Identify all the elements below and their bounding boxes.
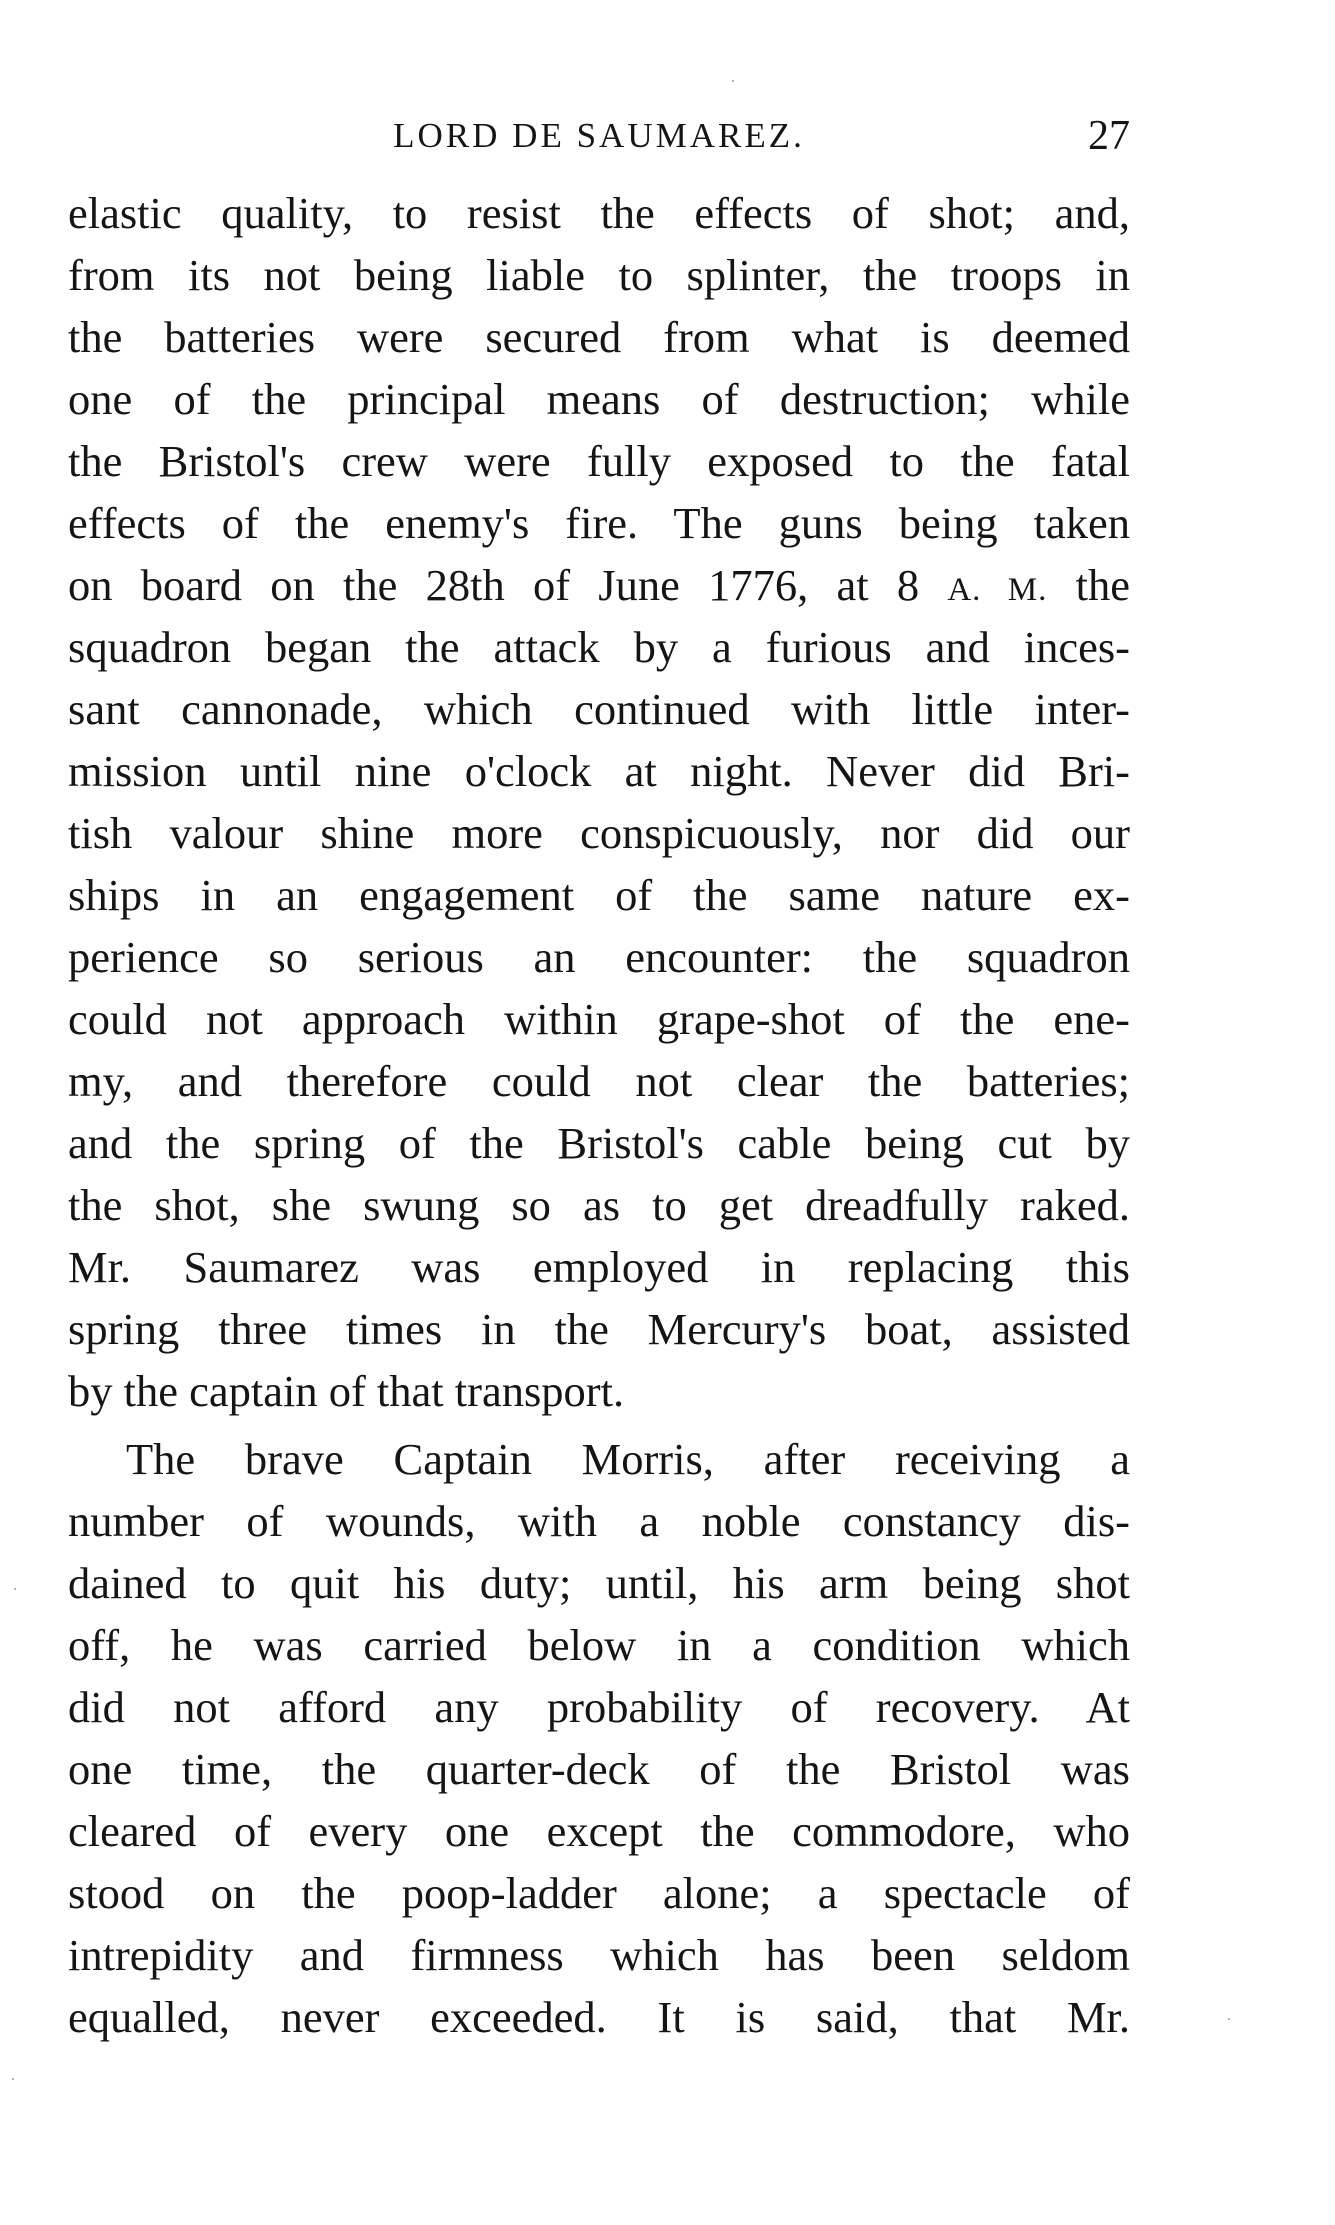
- paper-speck: [14, 1588, 16, 1590]
- text-line: number of wounds, with a noble constancy dis-: [68, 1496, 1130, 1546]
- paragraph-2: [68, 1428, 1130, 2048]
- text-line: squadron began the attack by a furious and inces-: [68, 622, 1130, 672]
- text-line: ships in an engagement of the same nature ex-: [68, 870, 1130, 920]
- text-line: Mr. Saumarez was employed in replacing this: [68, 1242, 1130, 1292]
- text-line: did not afford any probability of recovery. At: [68, 1682, 1130, 1732]
- paragraph-1: [68, 182, 1130, 1422]
- text-line-start: on board on the 28th of June 1776, at 8: [68, 560, 920, 610]
- text-line: spring three times in the Mercury's boat, assisted: [68, 1304, 1130, 1354]
- body-text: [68, 182, 1130, 2048]
- text-line: sant cannonade, which continued with little inter-: [68, 684, 1130, 734]
- text-line: intrepidity and firmness which has been seldom: [68, 1930, 1130, 1980]
- text-line-end: the: [1075, 560, 1131, 610]
- text-line: cleared of every one except the commodore, who: [68, 1806, 1130, 1856]
- running-title: LORD DE SAUMAREZ.: [393, 116, 805, 155]
- text-line: stood on the poop-ladder alone; a spectacle of: [68, 1868, 1130, 1918]
- text-line: equalled, never exceeded. It is said, that Mr.: [68, 1992, 1130, 2042]
- text-line: effects of the enemy's fire. The guns being taken: [68, 498, 1130, 548]
- text-line: one of the principal means of destruction; while: [68, 374, 1130, 424]
- text-line: [68, 554, 1130, 616]
- text-line: and the spring of the Bristol's cable being cut by: [68, 1118, 1130, 1168]
- paper-speck: [1228, 2018, 1230, 2020]
- text-line: from its not being liable to splinter, the troops in: [68, 250, 1130, 300]
- text-line: the shot, she swung so as to get dreadfully raked.: [68, 1180, 1130, 1230]
- time-abbreviation: A. M.: [947, 572, 1048, 608]
- paper-speck: [732, 80, 734, 82]
- text-line: dained to quit his duty; until, his arm being shot: [68, 1558, 1130, 1608]
- text-line: off, he was carried below in a condition which: [68, 1620, 1130, 1670]
- text-line: could not approach within grape-shot of the ene-: [68, 994, 1130, 1044]
- text-line: the Bristol's crew were fully exposed to the fatal: [68, 436, 1130, 486]
- running-head: [68, 110, 1130, 162]
- paper-speck: [12, 2078, 14, 2080]
- text-line: my, and therefore could not clear the batteries;: [68, 1056, 1130, 1106]
- text-line: by the captain of that transport.: [68, 1366, 625, 1416]
- text-line: one time, the quarter-deck of the Bristol was: [68, 1744, 1130, 1794]
- text-line: elastic quality, to resist the effects of shot; and,: [68, 188, 1130, 238]
- text-line: the batteries were secured from what is deemed: [68, 312, 1130, 362]
- text-line: mission until nine o'clock at night. Never did Bri-: [68, 746, 1130, 796]
- page-number: 27: [1088, 113, 1130, 159]
- text-line: The brave Captain Morris, after receiving a: [126, 1434, 1130, 1484]
- text-line: tish valour shine more conspicuously, nor did our: [68, 808, 1130, 858]
- text-line: perience so serious an encounter: the squadron: [68, 932, 1130, 982]
